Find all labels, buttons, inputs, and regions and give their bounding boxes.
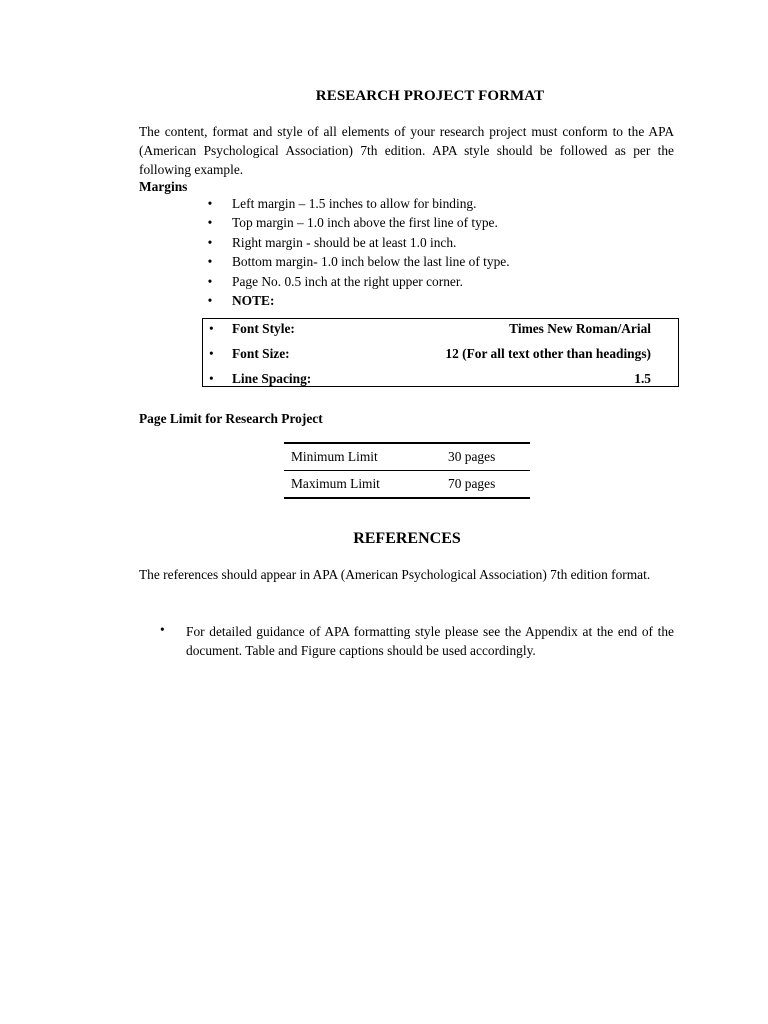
table-cell-label: Minimum Limit — [284, 443, 438, 471]
list-item — [205, 213, 510, 232]
bullet-icon: • — [209, 346, 214, 361]
note-box — [202, 318, 679, 387]
note-label: Line Spacing: — [232, 371, 312, 386]
note-row-font-size — [203, 344, 678, 364]
references-heading: REFERENCES — [353, 530, 461, 547]
table-cell-value: 30 pages — [438, 443, 530, 471]
margins-list — [205, 194, 510, 310]
references-bullet-text: For detailed guidance of APA formatting style please see the Appendix at the end of the document. Table and Figure captions should be used accordingly. — [186, 624, 674, 659]
bullet-icon: • — [209, 321, 214, 336]
page-limit-table — [284, 442, 530, 499]
list-item — [205, 291, 510, 310]
list-item-text: Bottom margin- 1.0 inch below the last line of type. — [232, 254, 510, 270]
bullet-icon: • — [209, 371, 214, 386]
table-cell-label: Maximum Limit — [284, 471, 438, 499]
intro-paragraph: The content, format and style of all elements of your research project must conform to the APA (American Psychological Association) 7th edition. APA style should be followed as per the following example. — [139, 124, 674, 177]
note-label: Font Style: — [232, 321, 295, 336]
bullet-icon: • — [207, 234, 213, 250]
table-row — [284, 471, 530, 499]
bullet-icon: • — [160, 622, 165, 637]
note-value: 12 (For all text other than headings) — [445, 346, 651, 361]
list-item — [205, 272, 510, 291]
note-value: 1.5 — [634, 371, 651, 386]
table-cell-value: 70 pages — [438, 471, 530, 499]
references-paragraph: The references should appear in APA (American Psychological Association) 7th edition format. — [139, 567, 651, 582]
list-item — [205, 233, 510, 252]
note-row-font-style — [203, 319, 678, 339]
list-item — [205, 194, 510, 213]
list-item-text: Top margin – 1.0 inch above the first line of type. — [232, 215, 498, 231]
list-item-text: Page No. 0.5 inch at the right upper corner. — [232, 273, 463, 289]
page-limit-heading: Page Limit for Research Project — [139, 411, 323, 426]
page-title: RESEARCH PROJECT FORMAT — [315, 88, 545, 104]
list-item — [205, 252, 510, 271]
list-item-text: Left margin – 1.5 inches to allow for binding. — [232, 196, 477, 211]
note-value: Times New Roman/Arial — [509, 321, 651, 336]
note-label: Font Size: — [232, 346, 290, 361]
note-label: NOTE: — [232, 292, 275, 308]
bullet-icon: • — [207, 292, 213, 308]
list-item-text: Right margin - should be at least 1.0 inch. — [232, 234, 457, 250]
bullet-icon: • — [207, 273, 213, 289]
note-row-line-spacing — [203, 369, 678, 389]
bullet-icon: • — [207, 196, 213, 211]
bullet-icon: • — [207, 254, 213, 270]
margins-heading: Margins — [139, 179, 188, 194]
bullet-icon: • — [207, 215, 213, 231]
table-row — [284, 443, 530, 471]
